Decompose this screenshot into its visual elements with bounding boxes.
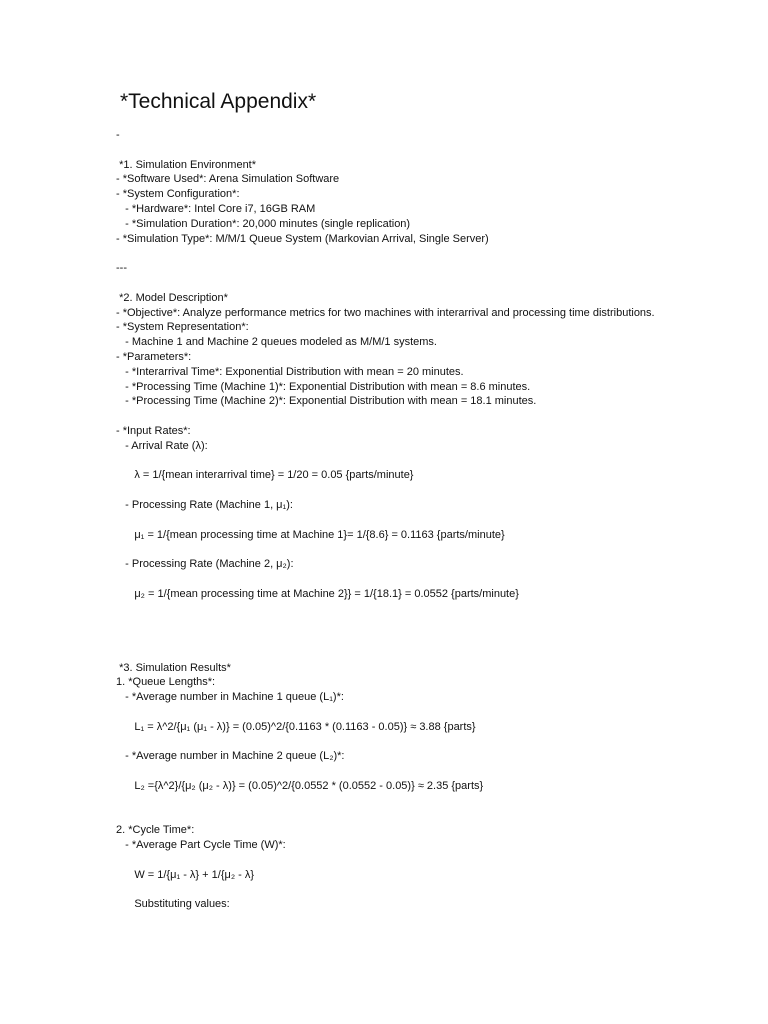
document-line — [116, 276, 656, 291]
document-line — [116, 853, 656, 868]
document-line: - *Average number in Machine 1 queue (L₁)*: — [116, 691, 344, 704]
document-line: - Machine 1 and Machine 2 queues modeled as M/M/1 systems. — [116, 336, 437, 349]
document-line — [116, 483, 656, 498]
document-line: - *System Configuration*: — [116, 188, 240, 201]
document-line: - *Input Rates*: — [116, 424, 191, 437]
document-line: 2. *Cycle Time*: — [116, 824, 195, 837]
document-line — [116, 454, 656, 469]
document-line — [116, 513, 656, 528]
document-line — [116, 764, 656, 779]
document-line — [116, 794, 656, 809]
document-line: λ = 1/{mean interarrival time} = 1/20 = 0.05 {parts/minute} — [116, 469, 414, 482]
document-line: - *Simulation Type*: M/M/1 Queue System (Markovian Arrival, Single Server) — [116, 232, 489, 245]
document-title: *Technical Appendix* — [120, 90, 317, 113]
document-line: - *Average number in Machine 2 queue (L₂)*: — [116, 750, 345, 763]
document-line: --- — [116, 262, 127, 275]
document-line — [116, 631, 656, 646]
document-line — [116, 883, 656, 898]
document-line: - *Software Used*: Arena Simulation Software — [116, 173, 340, 186]
document-line: *1. Simulation Environment* — [116, 158, 257, 171]
document-line — [116, 409, 656, 424]
document-line — [116, 646, 656, 661]
document-line: - *System Representation*: — [116, 321, 249, 334]
document-line — [116, 809, 656, 824]
document-line — [116, 572, 656, 587]
document-line: μ₁ = 1/{mean processing time at Machine 1}= 1/{8.6} = 0.1163 {parts/minute} — [116, 528, 505, 541]
document-line — [116, 705, 656, 720]
document-line: - Processing Rate (Machine 1, μ₁): — [116, 498, 293, 511]
document-line: - *Processing Time (Machine 2)*: Exponential Distribution with mean = 18.1 minutes. — [116, 395, 537, 408]
document-line: L₂ ={λ^2}/{μ₂ (μ₂ - λ)} = (0.05)^2/{0.0552 * (0.0552 - 0.05)} ≈ 2.35 {parts} — [116, 780, 484, 793]
document-line — [116, 246, 656, 261]
document-line: μ₂ = 1/{mean processing time at Machine 2}} = 1/{18.1} = 0.0552 {parts/minute} — [116, 587, 519, 600]
document-line: *2. Model Description* — [116, 291, 228, 304]
document-line: - *Processing Time (Machine 1)*: Exponential Distribution with mean = 8.6 minutes. — [116, 380, 531, 393]
document-body — [116, 128, 656, 912]
document-line: - *Simulation Duration*: 20,000 minutes (single replication) — [116, 217, 411, 230]
document-line: - *Parameters*: — [116, 350, 192, 363]
document-line — [116, 602, 656, 617]
document-line: Substituting values: — [116, 898, 230, 911]
document-line — [116, 735, 656, 750]
document-line: - *Average Part Cycle Time (W)*: — [116, 839, 286, 852]
document-line: - Arrival Rate (λ): — [116, 439, 208, 452]
document-line: W = 1/{μ₁ - λ} + 1/{μ₂ - λ} — [116, 868, 255, 881]
document-line: - Processing Rate (Machine 2, μ₂): — [116, 558, 294, 571]
document-line: - — [116, 129, 120, 141]
document-line — [116, 616, 656, 631]
document-line: L₁ = λ^2/{μ₁ (μ₁ - λ)} = (0.05)^2/{0.1163 * (0.1163 - 0.05)} ≈ 3.88 {parts} — [116, 720, 476, 733]
document-line — [116, 143, 656, 158]
document-line: - *Objective*: Analyze performance metrics for two machines with interarrival and processing time distributions. — [116, 306, 655, 319]
document-line: - *Hardware*: Intel Core i7, 16GB RAM — [116, 202, 316, 215]
document-line: 1. *Queue Lengths*: — [116, 676, 216, 689]
document-line: *3. Simulation Results* — [116, 661, 231, 674]
document-line: - *Interarrival Time*: Exponential Distribution with mean = 20 minutes. — [116, 365, 464, 378]
document-line — [116, 542, 656, 557]
